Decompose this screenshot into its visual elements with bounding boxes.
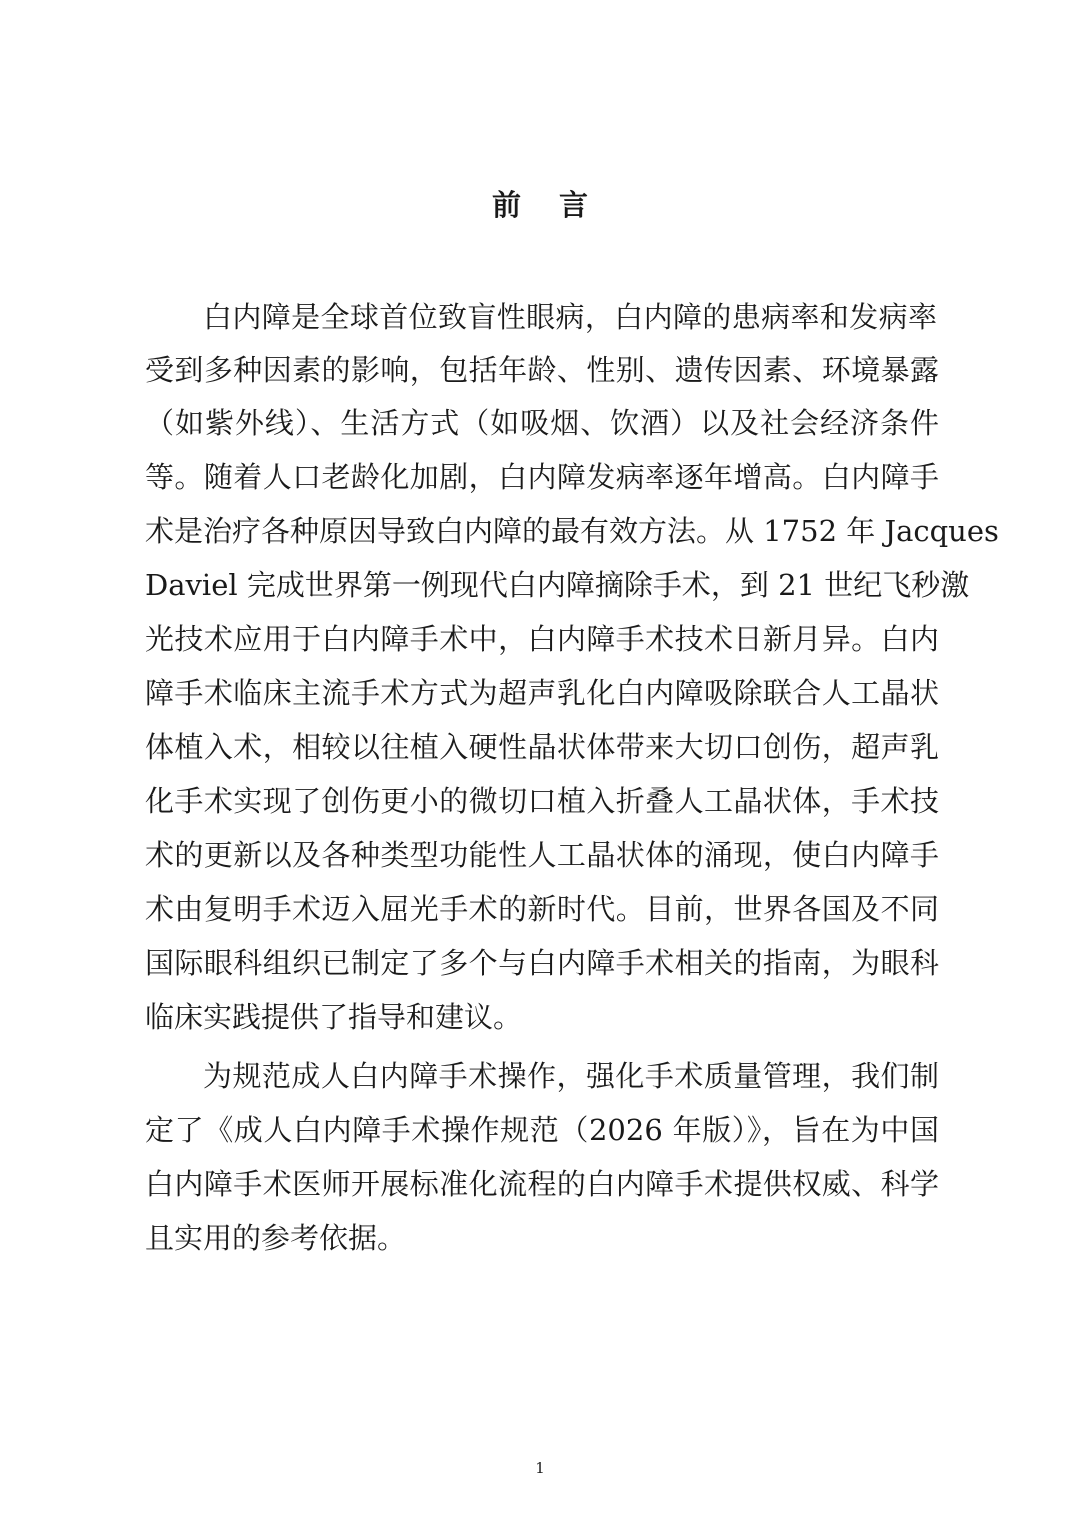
- paragraph-1-line-7: 光技术应用于白内障手术中，白内障手术技术日新月异。白内: [145, 622, 939, 656]
- paragraph-1-line-2: 受到多种因素的影响，包括年龄、性别、遗传因素、环境暴露: [145, 353, 939, 387]
- paragraph-1-line-9: 体植入术，相较以往植入硬性晶状体带来大切口创伤，超声乳: [145, 730, 939, 764]
- paragraph-1-line-8: 障手术临床主流手术方式为超声乳化白内障吸除联合人工晶状: [145, 676, 939, 710]
- paragraph-2-line-4: 且实用的参考依据。: [145, 1221, 407, 1255]
- paragraph-1-line-10: 化手术实现了创伤更小的微切口植入折叠人工晶状体，手术技: [145, 784, 939, 818]
- paragraph-1-line-11: 术的更新以及各种类型功能性人工晶状体的涌现，使白内障手: [145, 838, 939, 872]
- page-title: 前 言: [491, 188, 603, 222]
- page-number: 1: [535, 1459, 545, 1477]
- paragraph-1-line-12: 术由复明手术迈入屈光手术的新时代。目前，世界各国及不同: [145, 892, 939, 926]
- paragraph-1-line-5: 术是治疗各种原因导致白内障的最有效方法。从 1752 年 Jacques: [145, 514, 999, 548]
- paragraph-1-line-1: 白内障是全球首位致盲性眼病，白内障的患病率和发病率: [203, 300, 937, 334]
- paragraph-2-line-3: 白内障手术医师开展标准化流程的白内障手术提供权威、科学: [145, 1167, 939, 1201]
- paragraph-2-line-1: 为规范成人白内障手术操作，强化手术质量管理，我们制: [203, 1059, 939, 1093]
- paragraph-1-line-4: 等。随着人口老龄化加剧，白内障发病率逐年增高。白内障手: [145, 460, 939, 494]
- paragraph-1-line-14: 临床实践提供了指导和建议。: [145, 1000, 523, 1034]
- paragraph-1-line-3: （如紫外线）、生活方式（如吸烟、饮酒）以及社会经济条件: [145, 406, 939, 440]
- paragraph-1-line-6: Daviel 完成世界第一例现代白内障摘除手术，到 21 世纪飞秒激: [145, 568, 970, 602]
- paragraph-2-line-2: 定了《成人白内障手术操作规范（2026 年版）》，旨在为中国: [145, 1113, 939, 1147]
- paragraph-1-line-13: 国际眼科组织已制定了多个与白内障手术相关的指南，为眼科: [145, 946, 939, 980]
